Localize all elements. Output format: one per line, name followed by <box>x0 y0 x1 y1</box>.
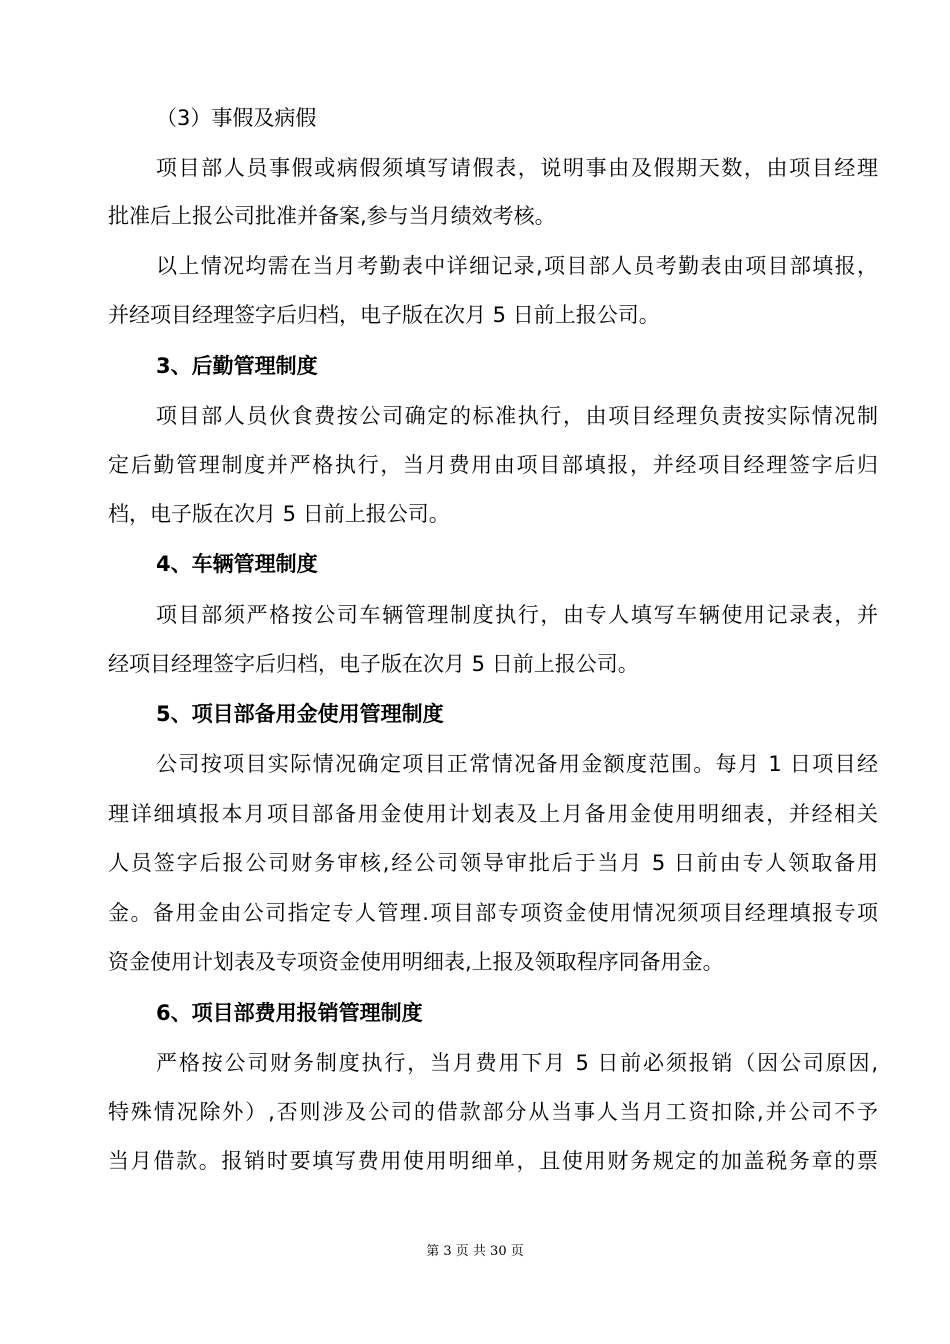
subheading-personal-sick-leave: （3）事假及病假 <box>156 106 317 130</box>
paragraph-line: 当月借款。报销时要填写费用使用明细单，且使用财务规定的加盖税务章的票 <box>108 1149 878 1173</box>
paragraph-line: 项目部人员事假或病假须填写请假表，说明事由及假期天数，由项目经理 <box>156 156 878 180</box>
paragraph-line: 严格按公司财务制度执行，当月费用下月 5 日前必须报销（因公司原因, <box>156 1051 878 1075</box>
section-heading-petty-cash: 5、项目部备用金使用管理制度 <box>156 702 444 726</box>
paragraph-line: 定后勤管理制度并严格执行，当月费用由项目部填报，并经项目经理签字后归 <box>108 453 878 477</box>
paragraph-line: 公司按项目实际情况确定项目正常情况备用金额度范围。每月 1 日项目经 <box>156 752 878 776</box>
paragraph-line: 理详细填报本月项目部备用金使用计划表及上月备用金使用明细表，并经相关 <box>108 802 878 826</box>
paragraph-line: 人员签字后报公司财务审核,经公司领导审批后于当月 5 日前由专人领取备用 <box>108 851 878 875</box>
section-heading-expense-reimbursement: 6、项目部费用报销管理制度 <box>156 1001 423 1025</box>
paragraph-line: 金。备用金由公司指定专人管理.项目部专项资金使用情况须项目经理填报专项 <box>108 901 878 925</box>
paragraph-line: 并经项目经理签字后归档，电子版在次月 5 日前上报公司。 <box>108 303 660 327</box>
section-heading-logistics: 3、后勤管理制度 <box>156 354 318 378</box>
paragraph-line: 经项目经理签字后归档，电子版在次月 5 日前上报公司。 <box>108 652 639 676</box>
paragraph-line: 批准后上报公司批准并备案,参与当月绩效考核。 <box>108 204 556 228</box>
section-heading-vehicles: 4、车辆管理制度 <box>156 552 318 576</box>
paragraph-line: 特殊情况除外）,否则涉及公司的借款部分从当事人当月工资扣除,并公司不予 <box>108 1100 878 1124</box>
paragraph-line: 以上情况均需在当月考勤表中详细记录,项目部人员考勤表由项目部填报， <box>156 254 878 278</box>
page-number-footer: 第 3 页 共 30 页 <box>426 1244 524 1259</box>
paragraph-line: 资金使用计划表及专项资金使用明细表,上报及领取程序同备用金。 <box>108 950 724 974</box>
paragraph-line: 项目部人员伙食费按公司确定的标准执行，由项目经理负责按实际情况制 <box>156 404 878 428</box>
paragraph-line: 项目部须严格按公司车辆管理制度执行，由专人填写车辆使用记录表，并 <box>156 603 878 627</box>
paragraph-line: 档，电子版在次月 5 日前上报公司。 <box>108 502 450 526</box>
